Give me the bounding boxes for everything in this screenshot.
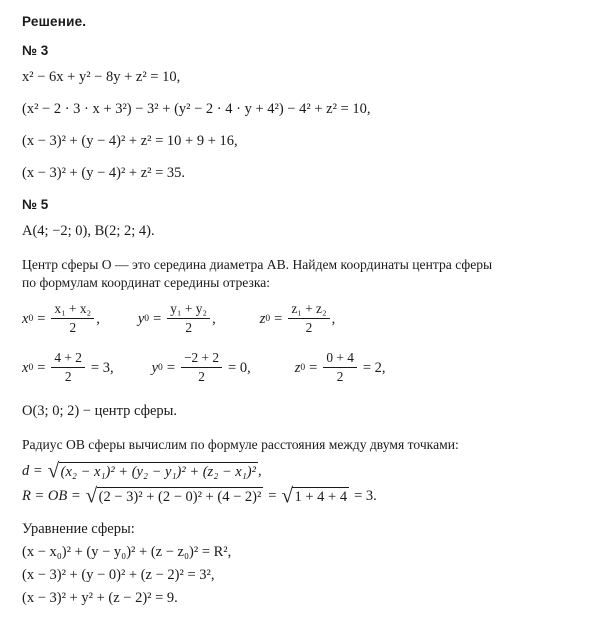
- y0-value-fraction: [181, 350, 222, 385]
- distance-sqrt: [47, 458, 258, 483]
- x0-numerator: x₁ + x₂: [54, 300, 92, 316]
- y0-comma: ,: [212, 310, 216, 327]
- z0-value-denominator: 2: [323, 367, 357, 385]
- x0-denominator: 2: [51, 318, 94, 336]
- y0-symbol: y: [137, 310, 145, 327]
- task-5-points: A(4; −2; 0), B(2; 2; 4).: [22, 222, 155, 239]
- midpoint-values-row: x 0 = $\frac{4 + 2}{2}$ = 3, y 0 = $\frac{-2 + 2}{2}$ = 0, z 0 = $\frac{0 + 4}{2}$ = 2,: [22, 349, 386, 384]
- z0-value-equals: =: [309, 359, 318, 376]
- center-result: O(3; 0; 2) − центр сферы.: [22, 402, 178, 419]
- radius-formula-row: [22, 483, 582, 508]
- radius-sqrt-2: [281, 483, 349, 508]
- radical-sign-icon: √: [281, 483, 294, 508]
- y0-numerator: y₁ + y₂: [170, 300, 208, 316]
- task-3-equation-4: (x − 3)² + (y − 4)² + z² = 35.: [22, 165, 186, 182]
- sphere-equation-text: Уравнение сферы:: [22, 520, 135, 537]
- task-3-equation-3: (x − 3)² + (y − 4)² + z² = 10 + 9 + 16,: [22, 133, 238, 150]
- x0-value-symbol: x: [22, 359, 29, 376]
- task-5-label: № 5: [22, 196, 49, 212]
- z0-equals: =: [274, 310, 283, 327]
- z0-denominator: 2: [288, 318, 329, 336]
- y0-value-symbol: y: [151, 359, 159, 376]
- radical-sign-icon: √: [85, 483, 98, 508]
- z0-symbol: z: [259, 310, 266, 327]
- radius-lhs: R = OB =: [22, 487, 81, 504]
- radius-text: Радиус OB сферы вычислим по формуле расстояния между двумя точками:: [22, 436, 459, 452]
- radius-sqrt-1: [85, 483, 264, 508]
- y0-result: = 0,: [228, 359, 251, 376]
- z0-comma: ,: [331, 310, 336, 327]
- sphere-equation-3: (x − 3)² + y² + (z − 2)² = 9.: [22, 589, 178, 606]
- x0-result: = 3,: [90, 359, 114, 376]
- z0-value-symbol: z: [294, 359, 301, 376]
- x0-fraction: [51, 301, 94, 336]
- x0-value-equals: =: [37, 359, 46, 376]
- page-title: Решение.: [22, 14, 87, 29]
- y0-fraction: [167, 301, 210, 336]
- radius-radicand-2: 1 + 4 + 4: [294, 488, 348, 505]
- x0-value-fraction: [51, 350, 85, 385]
- z0-value-numerator: 0 + 4: [326, 349, 354, 365]
- y0-equals: =: [153, 310, 162, 327]
- y0-denominator: 2: [167, 318, 210, 336]
- task-3-equation-2: (x² − 2 · 3 · x + 3²) − 3² + (y² − 2 · 4 · y + 4²) − 4² + z² = 10,: [22, 101, 371, 118]
- y0-value-denominator: 2: [181, 367, 222, 385]
- x0-equals: =: [37, 310, 46, 327]
- sphere-equation-block: [22, 520, 582, 608]
- radical-sign-icon: √: [47, 458, 60, 483]
- distance-radicand: (x₂ − x₁)² + (y₂ − y₁)² + (z₂ − x₁)²: [60, 463, 256, 480]
- distance-formula-row: [22, 458, 582, 483]
- sphere-equation-1: (x − x₀)² + (y − y₀)² + (z − z₀)² = R²,: [22, 543, 232, 560]
- center-text-line-1: Центр сферы O — это середина диаметра AB. Найдем координаты центра сферы: [22, 256, 493, 272]
- y0-value-numerator: −2 + 2: [184, 349, 220, 365]
- task-3-equation-1: x² − 6x + y² − 8y + z² = 10,: [22, 69, 181, 85]
- task-3-label: № 3: [22, 43, 49, 58]
- center-text-line-2: по формулам координат середины отрезка:: [22, 274, 271, 290]
- x0-symbol: x: [22, 310, 29, 327]
- x0-value-numerator: 4 + 2: [54, 349, 82, 365]
- z0-numerator: z₁ + z₂: [291, 300, 327, 316]
- distance-lhs: d =: [22, 462, 43, 479]
- x0-comma: ,: [96, 310, 100, 327]
- z0-value-fraction: [323, 350, 357, 385]
- z0-result: = 2,: [362, 359, 386, 376]
- midpoint-formula-row: x 0 = $\frac{\text{x₁ + x₂}}{2}$ , y 0 = $\frac{\text{y₁ + y₂}}{2}$ , z 0 = $\frac{\text{z₁ + z₂}}{2}$ ,: [22, 300, 336, 335]
- distance-tail: ,: [257, 462, 262, 479]
- sphere-equation-2: (x − 3)² + (y − 0)² + (z − 2)² = 3²,: [22, 566, 215, 583]
- z0-fraction: [288, 301, 329, 336]
- y0-value-equals: =: [166, 359, 176, 376]
- x0-value-denominator: 2: [51, 367, 85, 385]
- radius-result: = 3.: [354, 487, 377, 504]
- radius-radicand-1: (2 − 3)² + (2 − 0)² + (4 − 2)²: [98, 488, 262, 505]
- radius-mid-equals: =: [268, 487, 277, 504]
